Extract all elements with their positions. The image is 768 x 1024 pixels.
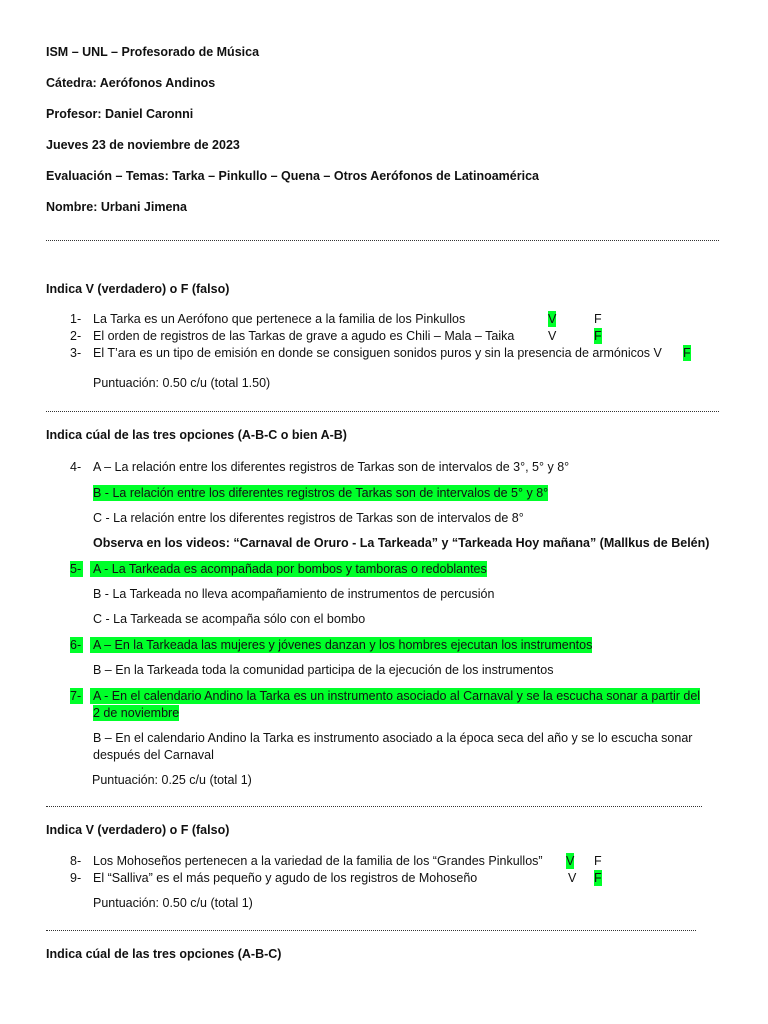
section3-heading: Indica V (verdadero) o F (falso): [46, 823, 230, 837]
answer-f-selected[interactable]: F: [683, 346, 691, 360]
section2-score: Puntuación: 0.25 c/u (total 1): [92, 773, 252, 787]
section1-heading: Indica V (verdadero) o F (falso): [46, 282, 230, 296]
header-nombre: Nombre: Urbani Jimena: [46, 200, 188, 214]
header-evaluacion: Evaluación – Temas: Tarka – Pinkullo – Quena – Otros Aerófonos de Latinoamérica: [46, 169, 539, 183]
divider-2: [46, 411, 719, 412]
section2-heading: Indica cúal de las tres opciones (A-B-C o bien A-B): [46, 428, 347, 442]
section1-score: Puntuación: 0.50 c/u (total 1.50): [93, 376, 271, 390]
question-number-selected: 5-: [70, 562, 82, 576]
option-b[interactable]: B - La Tarkeada no lleva acompañamiento de instrumentos de percusión: [93, 587, 495, 601]
answer-v[interactable]: V: [548, 329, 557, 343]
question-number-selected: 6-: [70, 638, 82, 652]
question-number: 9-: [70, 871, 82, 885]
answer-v[interactable]: V: [568, 871, 577, 885]
divider-3: [46, 806, 702, 807]
option-a-selected[interactable]: A – En la Tarkeada las mujeres y jóvenes danzan y los hombres ejecutan los instrumentos: [90, 637, 592, 653]
answer-f-selected[interactable]: F: [594, 329, 602, 343]
option-b-line1[interactable]: B – En el calendario Andino la Tarka es instrumento asociado a la época seca del año y se lo escucha sonar: [93, 731, 693, 745]
header-fecha: Jueves 23 de noviembre de 2023: [46, 138, 240, 152]
option-c[interactable]: C - La relación entre los diferentes registros de Tarkas son de intervalos de 8°: [93, 511, 524, 525]
question-text: El T’ara es un tipo de emisión en donde se consiguen sonidos puros y sin la presencia de armónicos V: [93, 346, 662, 360]
question-text: El orden de registros de las Tarkas de grave a agudo es Chili – Mala – Taika: [93, 329, 515, 343]
question-number: 4-: [70, 460, 82, 474]
question-number-selected: 7-: [70, 689, 82, 703]
question-number: 8-: [70, 854, 82, 868]
answer-f-selected[interactable]: F: [594, 871, 602, 885]
header-catedra: Cátedra: Aerófonos Andinos: [46, 76, 216, 90]
option-a-selected[interactable]: A - La Tarkeada es acompañada por bombos y tamboras o redoblantes: [90, 561, 487, 577]
question-number: 1-: [70, 312, 82, 326]
answer-f[interactable]: F: [594, 312, 602, 326]
observa-videos: Observa en los videos: “Carnaval de Oruro - La Tarkeada” y “Tarkeada Hoy mañana” (Mallkus de Belén): [93, 536, 710, 550]
answer-f[interactable]: F: [594, 854, 602, 868]
option-b-selected[interactable]: B - La relación entre los diferentes registros de Tarkas son de intervalos de 5° y 8°: [93, 486, 549, 500]
option-c[interactable]: C - La Tarkeada se acompaña sólo con el bombo: [93, 612, 366, 626]
question-number: 3-: [70, 346, 82, 360]
section4-heading: Indica cúal de las tres opciones (A-B-C): [46, 947, 282, 961]
divider-1: [46, 240, 719, 241]
divider-4: [46, 930, 696, 931]
option-b-line2[interactable]: después del Carnaval: [93, 748, 214, 762]
header-institution: ISM – UNL – Profesorado de Música: [46, 45, 260, 59]
section3-score: Puntuación: 0.50 c/u (total 1): [93, 896, 253, 910]
option-b[interactable]: B – En la Tarkeada toda la comunidad participa de la ejecución de los instrumentos: [93, 663, 554, 677]
answer-v-selected[interactable]: V: [548, 312, 557, 326]
answer-v-selected[interactable]: V: [566, 854, 575, 868]
option-a-selected-line1[interactable]: A - En el calendario Andino la Tarka es un instrumento asociado al Carnaval y se la escucha sonar a partir del: [90, 688, 700, 704]
option-a[interactable]: A – La relación entre los diferentes registros de Tarkas son de intervalos de 3°, 5° y 8°: [93, 460, 570, 474]
question-text: El “Salliva” es el más pequeño y agudo de los registros de Mohoseño: [93, 871, 478, 885]
question-text: Los Mohoseños pertenecen a la variedad de la familia de los “Grandes Pinkullos”: [93, 854, 543, 868]
header-profesor: Profesor: Daniel Caronni: [46, 107, 194, 121]
question-number: 2-: [70, 329, 82, 343]
option-a-selected-line2[interactable]: 2 de noviembre: [93, 706, 180, 720]
question-text: La Tarka es un Aerófono que pertenece a la familia de los Pinkullos: [93, 312, 466, 326]
